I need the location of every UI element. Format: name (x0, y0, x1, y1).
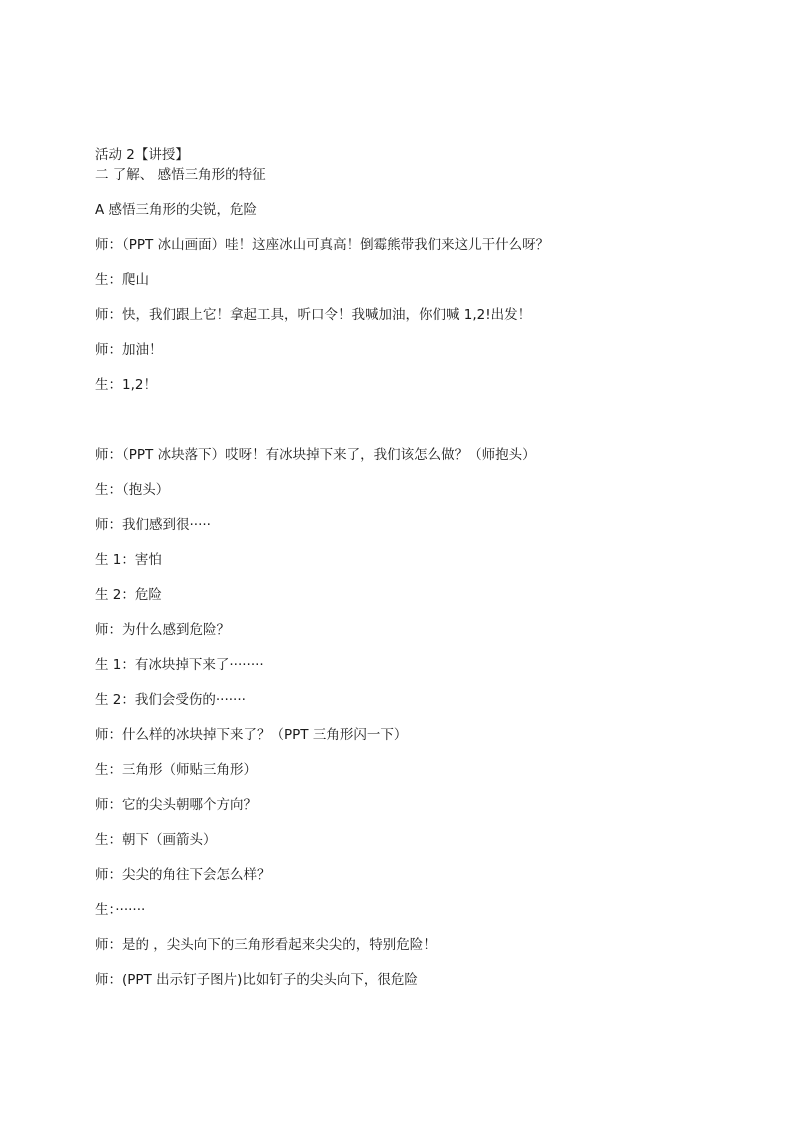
dialogue-line: 师：快，我们跟上它！拿起工具，听口令！我喊加油，你们喊 1,2!出发！ (95, 307, 532, 323)
dialogue-line: 师：加油！ (95, 342, 163, 358)
activity-heading: 活动 2【讲授】 (95, 147, 189, 163)
dialogue-line: 生：朝下（画箭头） (95, 832, 217, 848)
dialogue-line: 师：它的尖头朝哪个方向？ (95, 797, 257, 813)
dialogue-line: 师：我们感到很····· (95, 517, 211, 533)
dialogue-line: 生：（抱头） (95, 482, 170, 498)
topic-line: A 感悟三角形的尖锐，危险 (95, 202, 258, 218)
dialogue-line: 生 1：害怕 (95, 552, 162, 568)
dialogue-line: 师：（PPT 冰山画面）哇！这座冰山可真高！倒霉熊带我们来这儿干什么呀？ (95, 237, 550, 253)
dialogue-line: 师：是的 ，尖头向下的三角形看起来尖尖的，特别危险！ (95, 937, 437, 953)
dialogue-line: 生 1：有冰块掉下来了········ (95, 657, 264, 673)
dialogue-line: 生：1,2！ (95, 377, 157, 393)
document-page (95, 146, 735, 990)
dialogue-line: 师：尖尖的角往下会怎么样？ (95, 867, 271, 883)
dialogue-line: 生 2：我们会受伤的······· (95, 692, 246, 708)
dialogue-line: 师：什么样的冰块掉下来了？（PPT 三角形闪一下） (95, 727, 408, 743)
dialogue-line: 生：三角形（师贴三角形） (95, 762, 257, 778)
dialogue-line: 生 2：危险 (95, 587, 162, 603)
dialogue-line: 师：(PPT 出示钉子图片)比如钉子的尖头向下，很危险 (95, 972, 418, 988)
dialogue-line: 生：爬山 (95, 272, 149, 288)
section-heading: 二 了解、 感悟三角形的特征 (95, 167, 266, 183)
dialogue-line: 师：为什么感到危险？ (95, 622, 230, 638)
dialogue-line: 生：······· (95, 902, 146, 918)
dialogue-line: 师：（PPT 冰块落下）哎呀！有冰块掉下来了，我们该怎么做？（师抱头） (95, 447, 536, 463)
